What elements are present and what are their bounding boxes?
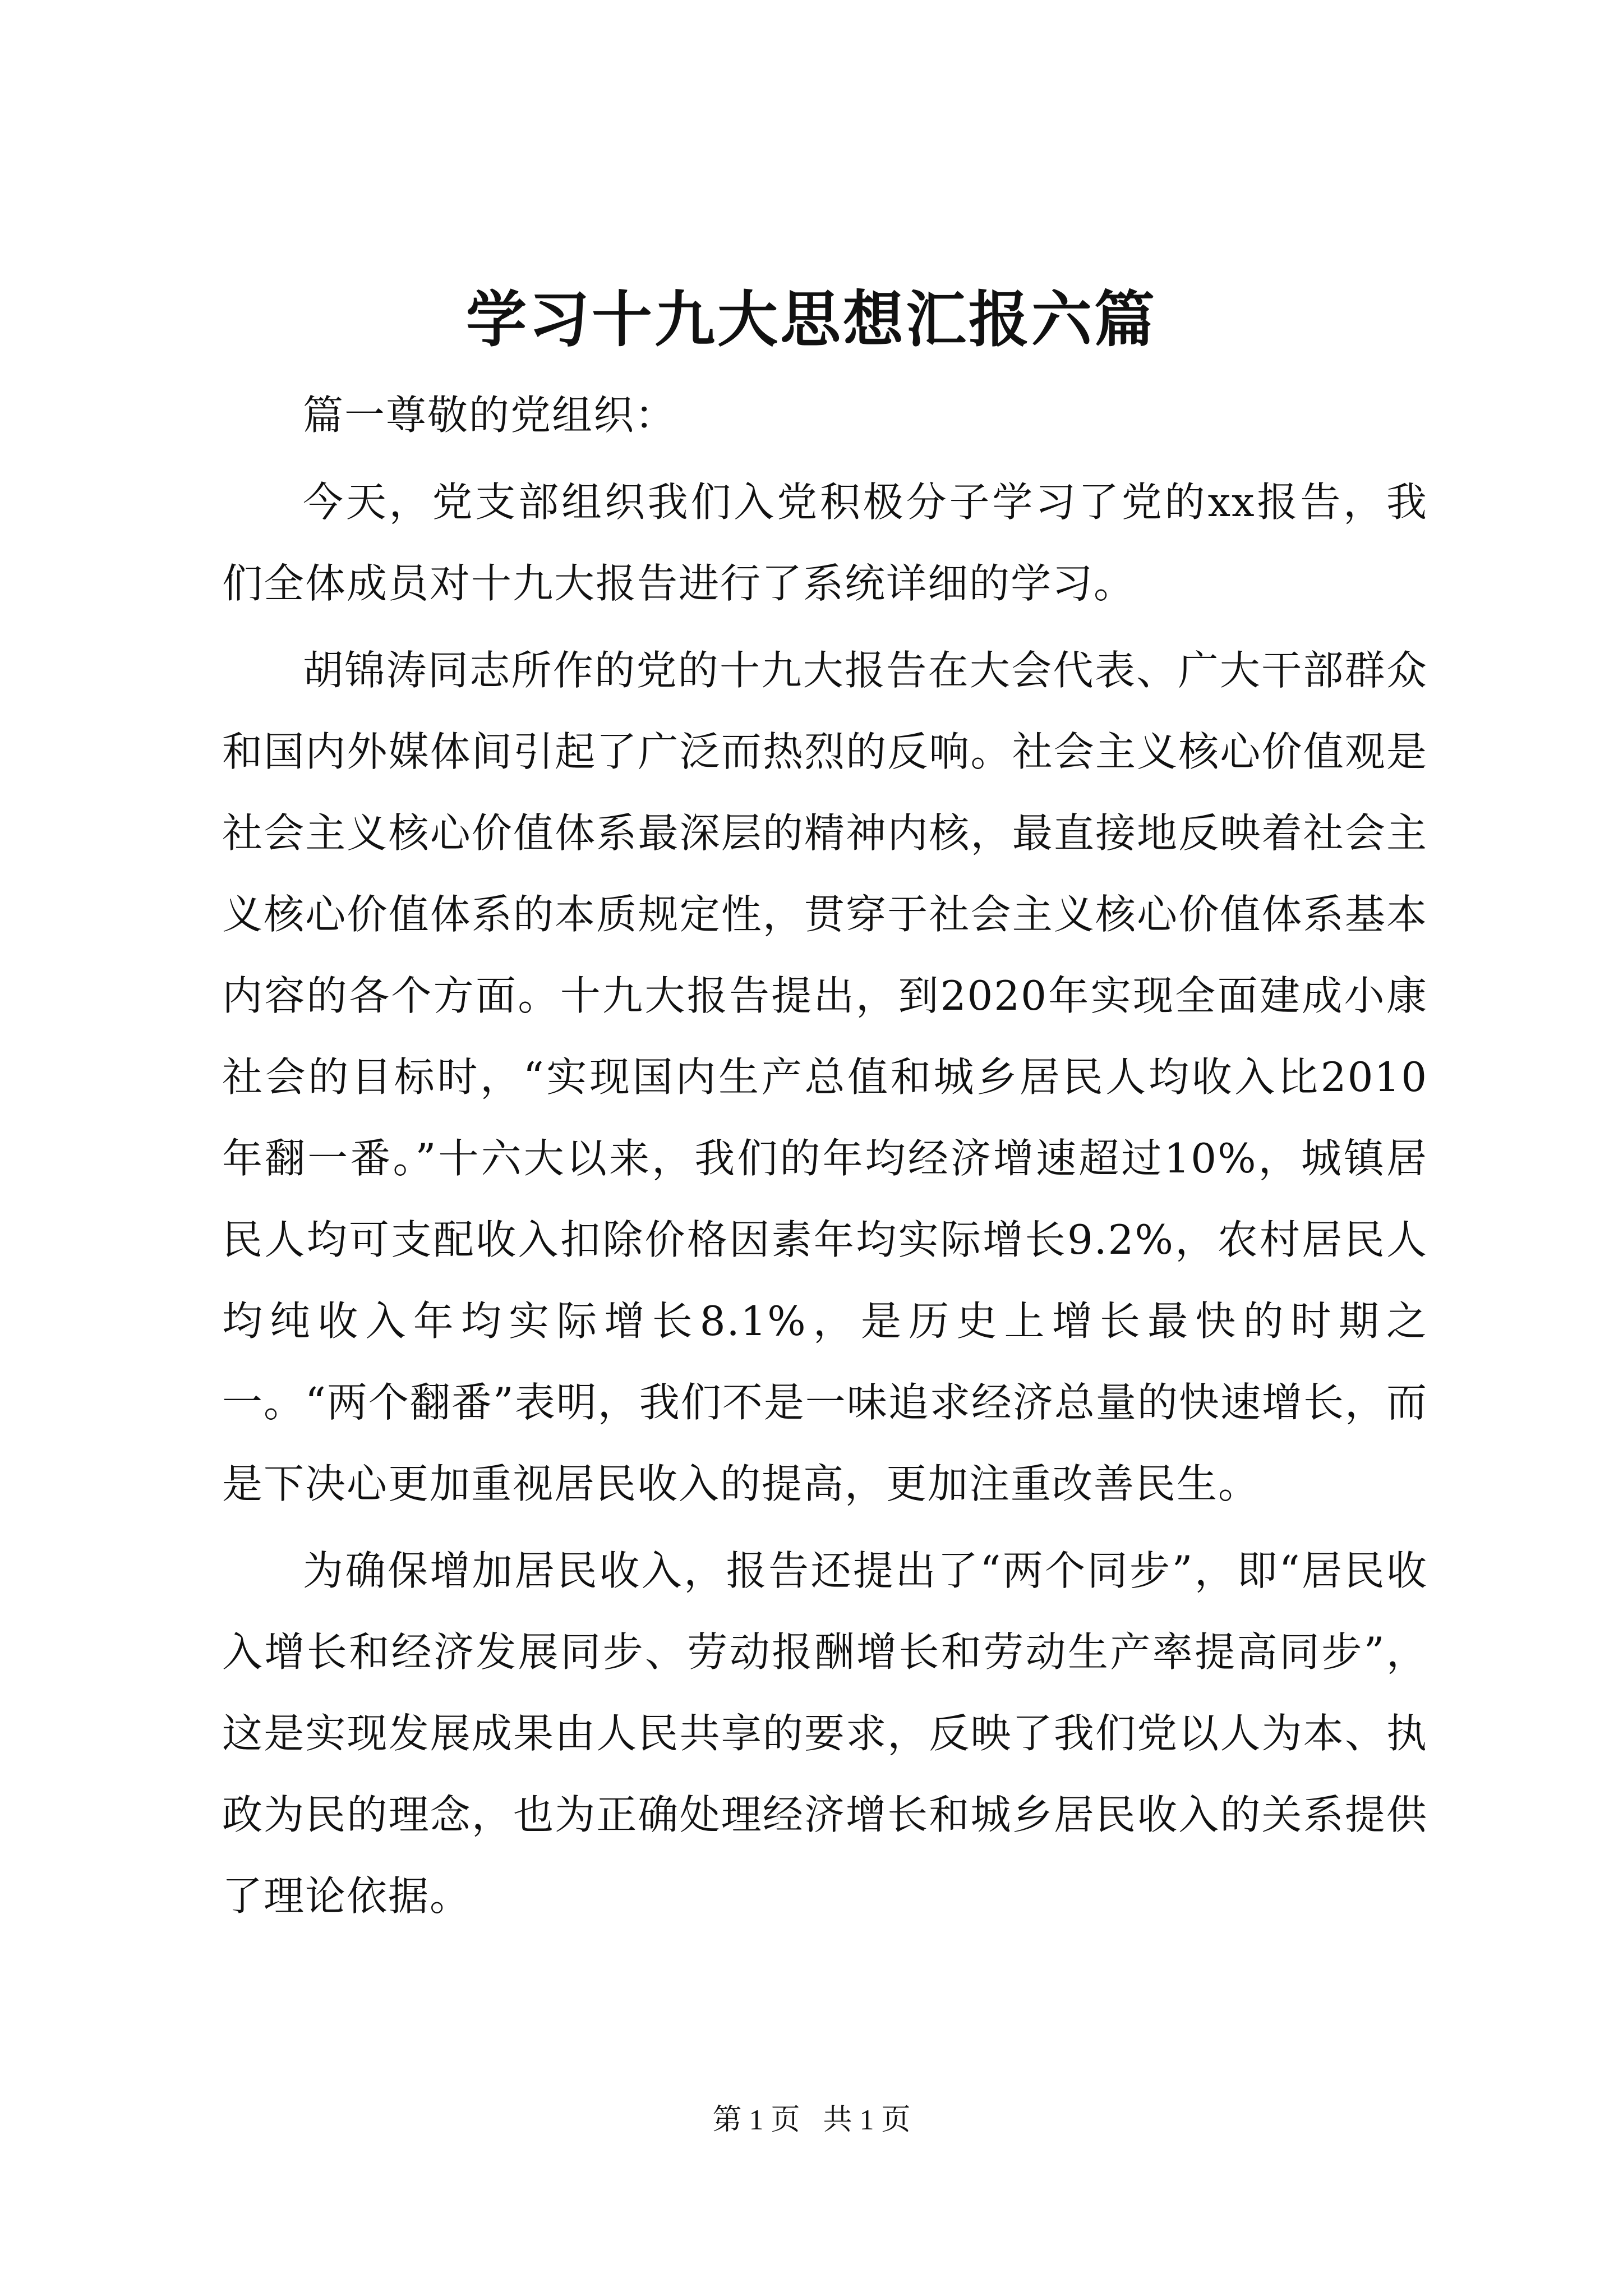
document-title: 学习十九大思想汇报六篇 bbox=[465, 284, 1157, 355]
paragraph-two-synchronizations: 为确保增加居民收入，报告还提出了“两个同步”，即“居民收入增长和经济发展同步、劳动报酬增长和劳动生产率提高同步”，这是实现发展成果由人民共享的要求，反映了我们党以人为本、执政为民的理念，也为正确处理经济增长和城乡居民收入的关系提供了理论依据。 bbox=[222, 1547, 1428, 1920]
page-number: 第 1 页 bbox=[712, 2104, 800, 2136]
document-body bbox=[222, 375, 1428, 1943]
paragraph-intro: 今天，党支部组织我们入党积极分子学习了党的xx报告，我们全体成员对十九大报告进行了系统详细的学习。 bbox=[222, 478, 1428, 607]
page-total: 共 1 页 bbox=[823, 2104, 911, 2136]
paragraph-salutation: 篇一尊敬的党组织： bbox=[303, 392, 677, 439]
page-footer bbox=[0, 2101, 1623, 2140]
paragraph-main: 胡锦涛同志所作的党的十九大报告在大会代表、广大干部群众和国内外媒体间引起了广泛而热烈的反响。社会主义核心价值观是社会主义核心价值体系最深层的精神内核，最直接地反映着社会主义核心价值体系的本质规定性，贯穿于社会主义核心价值体系基本内容的各个方面。十九大报告提出，到2020年实现全面建成小康社会的目标时，“实现国内生产总值和城乡居民人均收入比2010年翻一番。”十六大以来，我们的年均经济增速超过10%，城镇居民人均可支配收入扣除价格因素年均实际增长9.2%，农村居民人均纯收入年均实际增长8.1%，是历史上增长最快的时期之一。“两个翻番”表明，我们不是一味追求经济总量的快速增长，而是下决心更加重视居民收入的提高，更加注重改善民生。 bbox=[222, 647, 1428, 1507]
